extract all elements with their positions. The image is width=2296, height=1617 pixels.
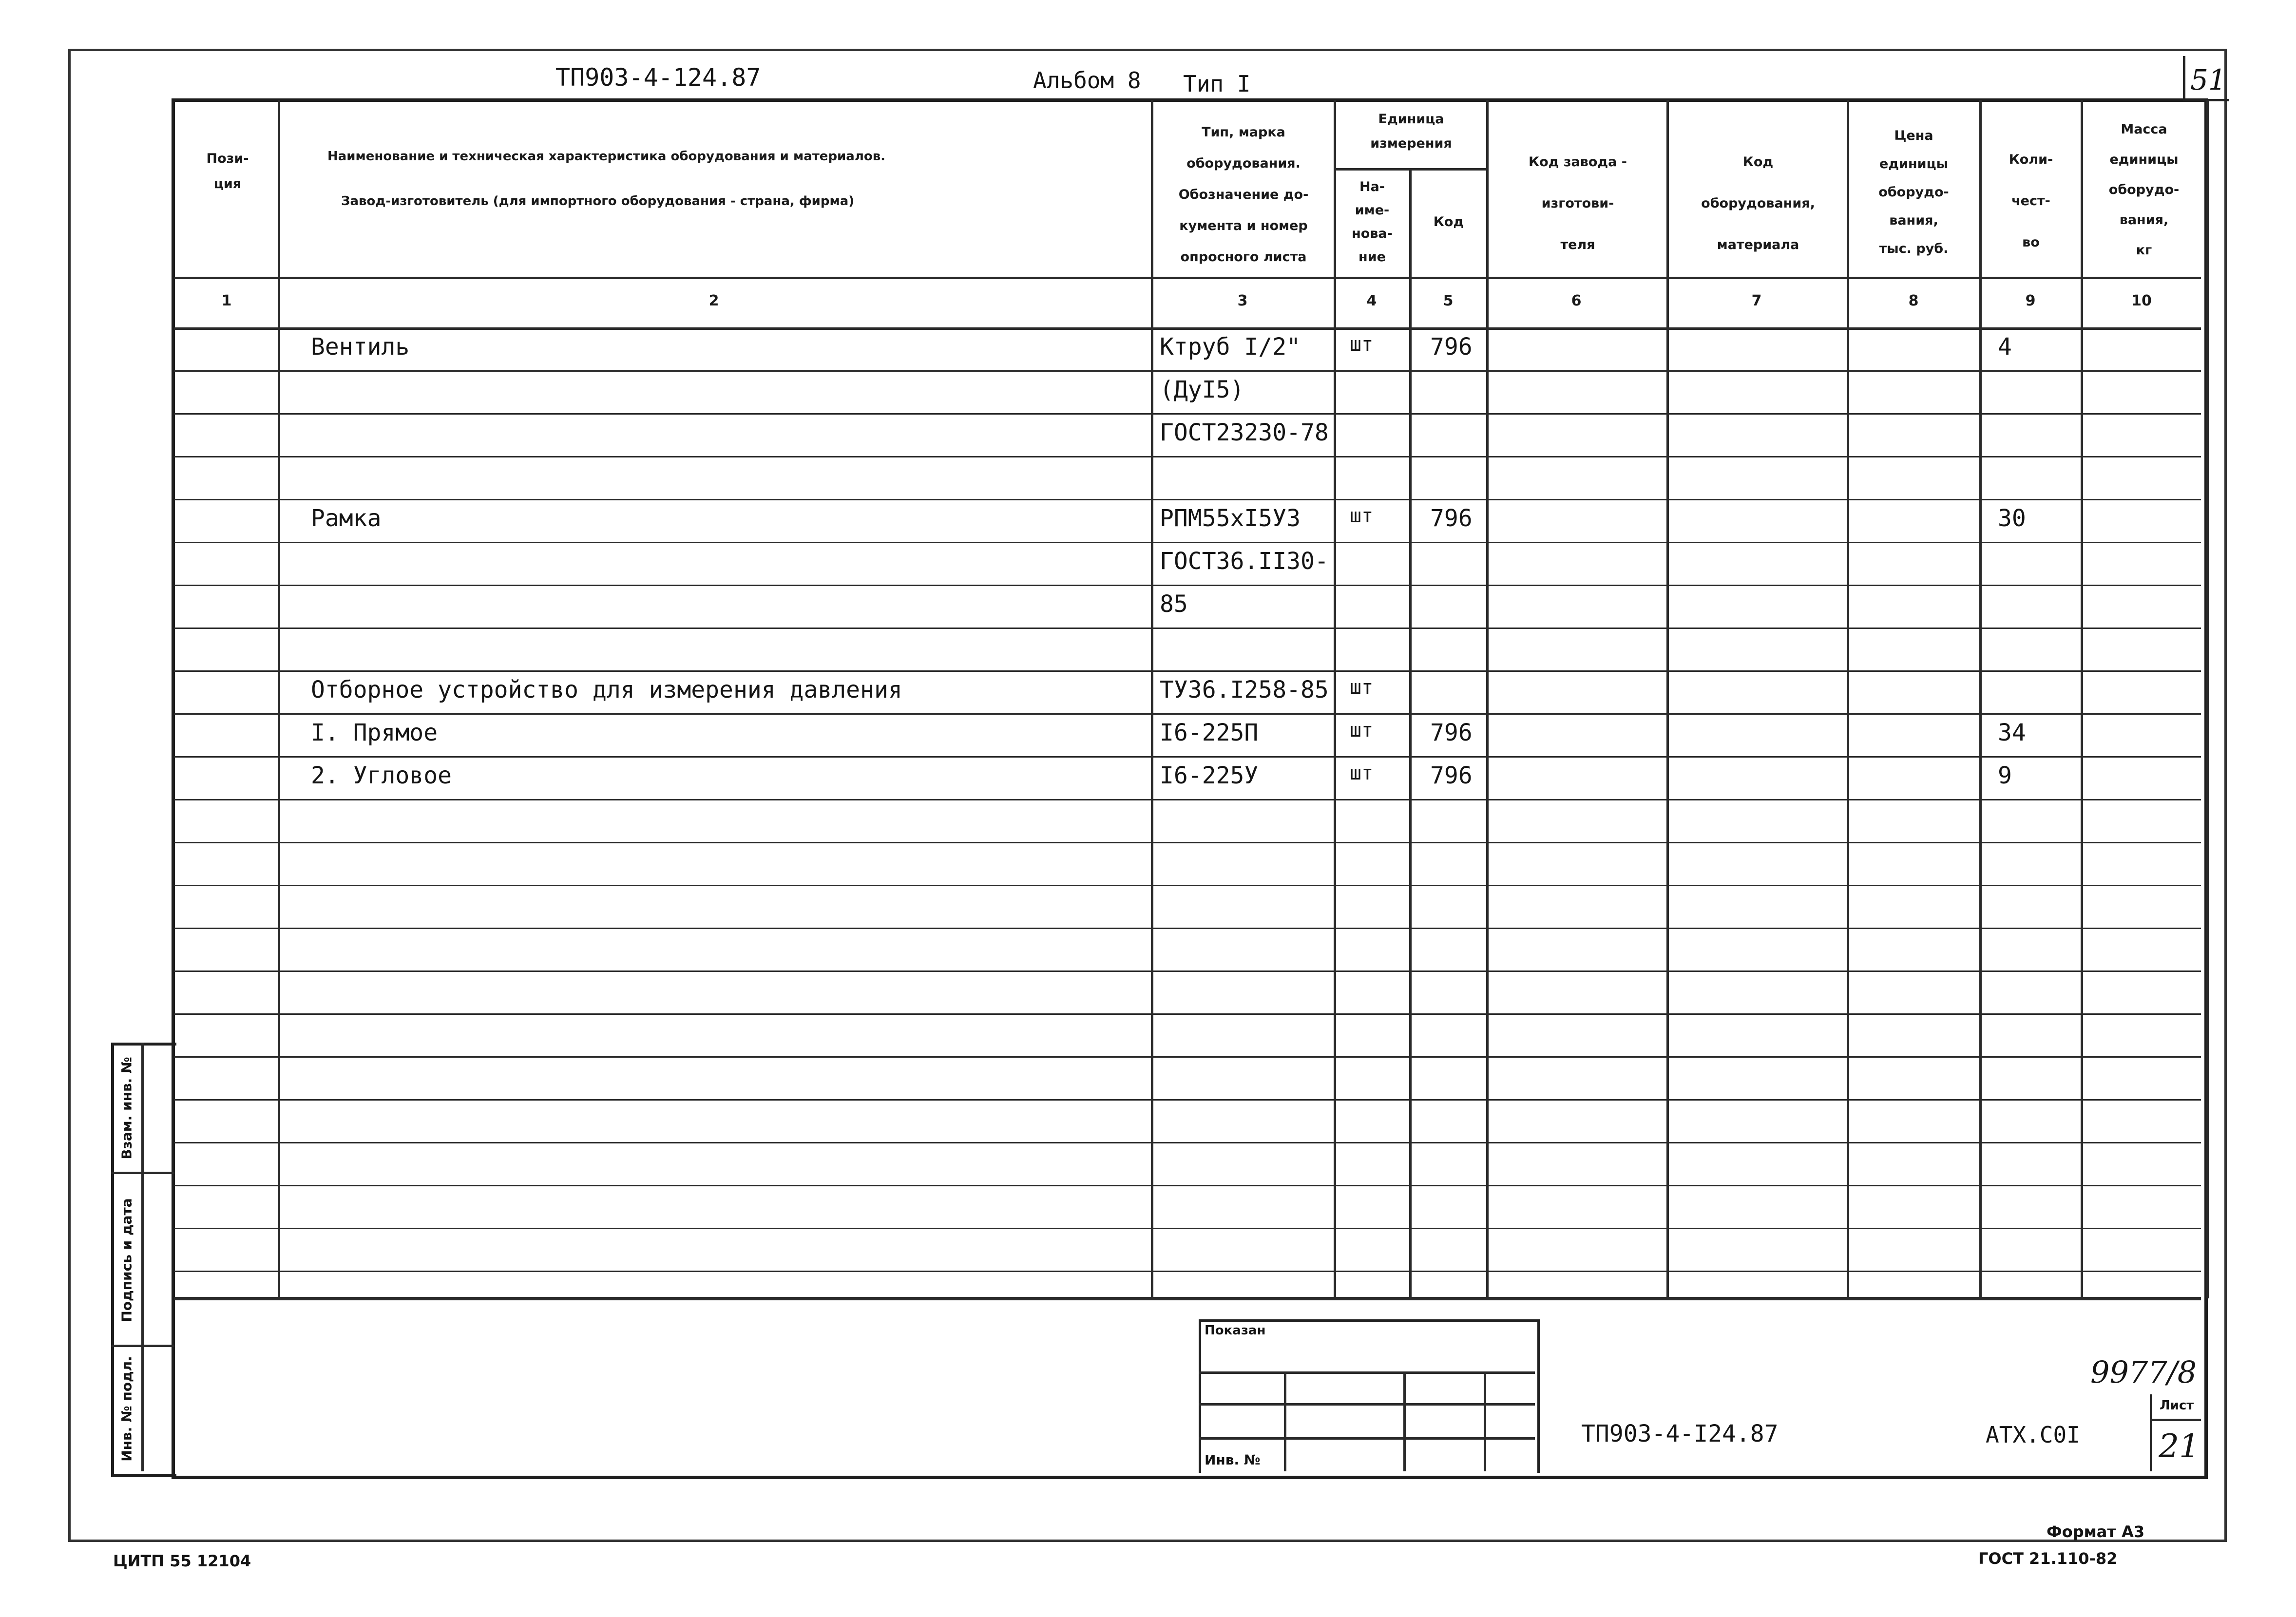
item-quantity: 30	[1998, 505, 2026, 532]
item-mark: 85	[1160, 590, 1188, 618]
header-name: Наименование и техническая характеристика оборудования и материалов.	[327, 149, 886, 164]
item-unit-code: 796	[1430, 333, 1473, 361]
sheet-label: Лист	[2160, 1398, 2194, 1413]
item-unit: шт	[1350, 719, 1374, 742]
row-line	[174, 628, 2201, 629]
column-number: 4	[1366, 292, 1377, 309]
row-line	[174, 1142, 2201, 1143]
row-line	[174, 1185, 2201, 1186]
header-price: Цена единицы оборудо- вания, тыс. руб.	[1878, 128, 1949, 256]
item-name: Вентиль	[311, 333, 410, 361]
row-line	[174, 885, 2201, 886]
item-quantity: 4	[1998, 333, 2012, 361]
col-line-1	[278, 100, 280, 1298]
sheet-label-line	[2150, 1419, 2201, 1421]
stamp-shown-box	[1199, 1319, 1540, 1473]
stamp-doc-code: ТП903-4-I24.87	[1581, 1420, 1779, 1447]
header-mass: Масса единицы оборудо- вания, кг	[2108, 122, 2180, 258]
header-unit-code: Код	[1433, 214, 1464, 229]
stamp-vline-3	[1484, 1371, 1486, 1471]
col-line-5	[1486, 100, 1489, 1298]
row-line	[174, 928, 2201, 929]
col-line-9	[2081, 100, 2083, 1298]
item-mark: ГОСТ36.II30-	[1160, 548, 1329, 575]
item-mark: ТУ36.I258-85	[1160, 676, 1329, 704]
row-line	[174, 756, 2201, 758]
publisher-mark: ЦИТП 55 12104	[113, 1552, 251, 1570]
stamp-sheet-code: АТХ.С0I	[1986, 1422, 2080, 1448]
type-label: Тип I	[1183, 71, 1251, 97]
table-bottom-line	[174, 1297, 2201, 1300]
stamp-inv-label: Инв. №	[1205, 1452, 1261, 1468]
col-line-4	[1409, 168, 1412, 1298]
col-line-2	[1151, 100, 1153, 1298]
header-unit-name: На- име- нова- ние	[1352, 179, 1393, 265]
row-line	[174, 456, 2201, 457]
col-line-6	[1666, 100, 1669, 1298]
header-factory-code: Код завода - изготови- теля	[1529, 154, 1627, 252]
column-number: 6	[1571, 292, 1582, 309]
sheet-number: 21	[2159, 1427, 2200, 1465]
item-mark: (ДуI5)	[1160, 376, 1244, 403]
col-line-7	[1847, 100, 1849, 1298]
album-label: Альбом 8	[1033, 67, 1141, 94]
header-bottom-line	[174, 277, 2201, 279]
col-line-10	[2206, 100, 2209, 1298]
item-unit: шт	[1350, 762, 1374, 784]
item-mark: Ктруб I/2"	[1160, 333, 1301, 361]
side-label-inv-replace: Взам. инв. №	[118, 1057, 135, 1160]
column-number: 10	[2131, 292, 2152, 309]
row-line	[174, 713, 2201, 715]
doc-code-header: ТП903-4-124.87	[555, 63, 761, 92]
item-unit-code: 796	[1430, 719, 1473, 746]
item-unit: шт	[1350, 676, 1374, 699]
column-number: 7	[1751, 292, 1762, 309]
row-line	[174, 1056, 2201, 1058]
row-line	[174, 542, 2201, 543]
side-label-inv-orig: Инв. № подл.	[118, 1356, 135, 1462]
header-manufacturer: Завод-изготовитель (для импортного оборудования - страна, фирма)	[341, 194, 855, 209]
row-line	[174, 799, 2201, 800]
item-mark: ГОСТ23230-78	[1160, 419, 1329, 446]
header-position: Пози- ция	[206, 151, 249, 191]
item-name: Отборное устройство для измерения давления	[311, 676, 902, 704]
side-line-v	[141, 1043, 144, 1471]
row-line	[174, 1228, 2201, 1229]
row-line	[174, 970, 2201, 972]
row-line	[174, 499, 2201, 500]
column-number: 8	[1908, 292, 1919, 309]
row-line	[174, 413, 2201, 415]
row-line	[174, 670, 2201, 672]
item-mark: I6-225У	[1160, 762, 1259, 789]
row-line	[174, 1013, 2201, 1015]
col-line-3	[1334, 100, 1336, 1298]
item-quantity: 34	[1998, 719, 2026, 746]
column-number: 2	[708, 292, 719, 309]
header-type: Тип, марка оборудования. Обозначение до- кумента и номер опросного листа	[1178, 125, 1309, 265]
item-quantity: 9	[1998, 762, 2012, 789]
row-line	[174, 370, 2201, 372]
item-name: I. Прямое	[311, 719, 438, 746]
item-unit-code: 796	[1430, 762, 1473, 789]
item-unit-code: 796	[1430, 505, 1473, 532]
stamp-vline-2	[1403, 1371, 1406, 1471]
column-number: 9	[2025, 292, 2036, 309]
registration-number-hand: 9977/8	[2090, 1354, 2197, 1390]
item-unit: шт	[1350, 333, 1374, 356]
stamp-shown-label: Показан	[1205, 1323, 1266, 1338]
col-line-8	[1979, 100, 1982, 1298]
colnum-bottom-line	[174, 327, 2201, 330]
side-label-sign-date: Подпись и дата	[118, 1198, 135, 1322]
column-number: 1	[221, 292, 232, 309]
row-line	[174, 1271, 2201, 1272]
page-number-hand: 51	[2190, 63, 2226, 96]
item-unit: шт	[1350, 505, 1374, 527]
format-label: Формат А3	[2047, 1522, 2145, 1541]
header-quantity: Коли- чест- во	[2009, 152, 2053, 250]
item-name: Рамка	[311, 505, 382, 532]
row-line	[174, 585, 2201, 586]
item-mark: РПМ55хI5У3	[1160, 505, 1301, 532]
header-equipment-code: Код оборудования, материала	[1701, 154, 1815, 252]
row-line	[174, 1099, 2201, 1101]
stamp-vline-1	[1284, 1371, 1286, 1471]
column-number: 3	[1237, 292, 1248, 309]
header-unit-group: Единица измерения	[1370, 112, 1452, 151]
item-mark: I6-225П	[1160, 719, 1259, 746]
gost-label: ГОСТ 21.110-82	[1978, 1549, 2118, 1568]
row-line	[174, 842, 2201, 843]
column-number: 5	[1443, 292, 1454, 309]
item-name: 2. Угловое	[311, 762, 452, 789]
